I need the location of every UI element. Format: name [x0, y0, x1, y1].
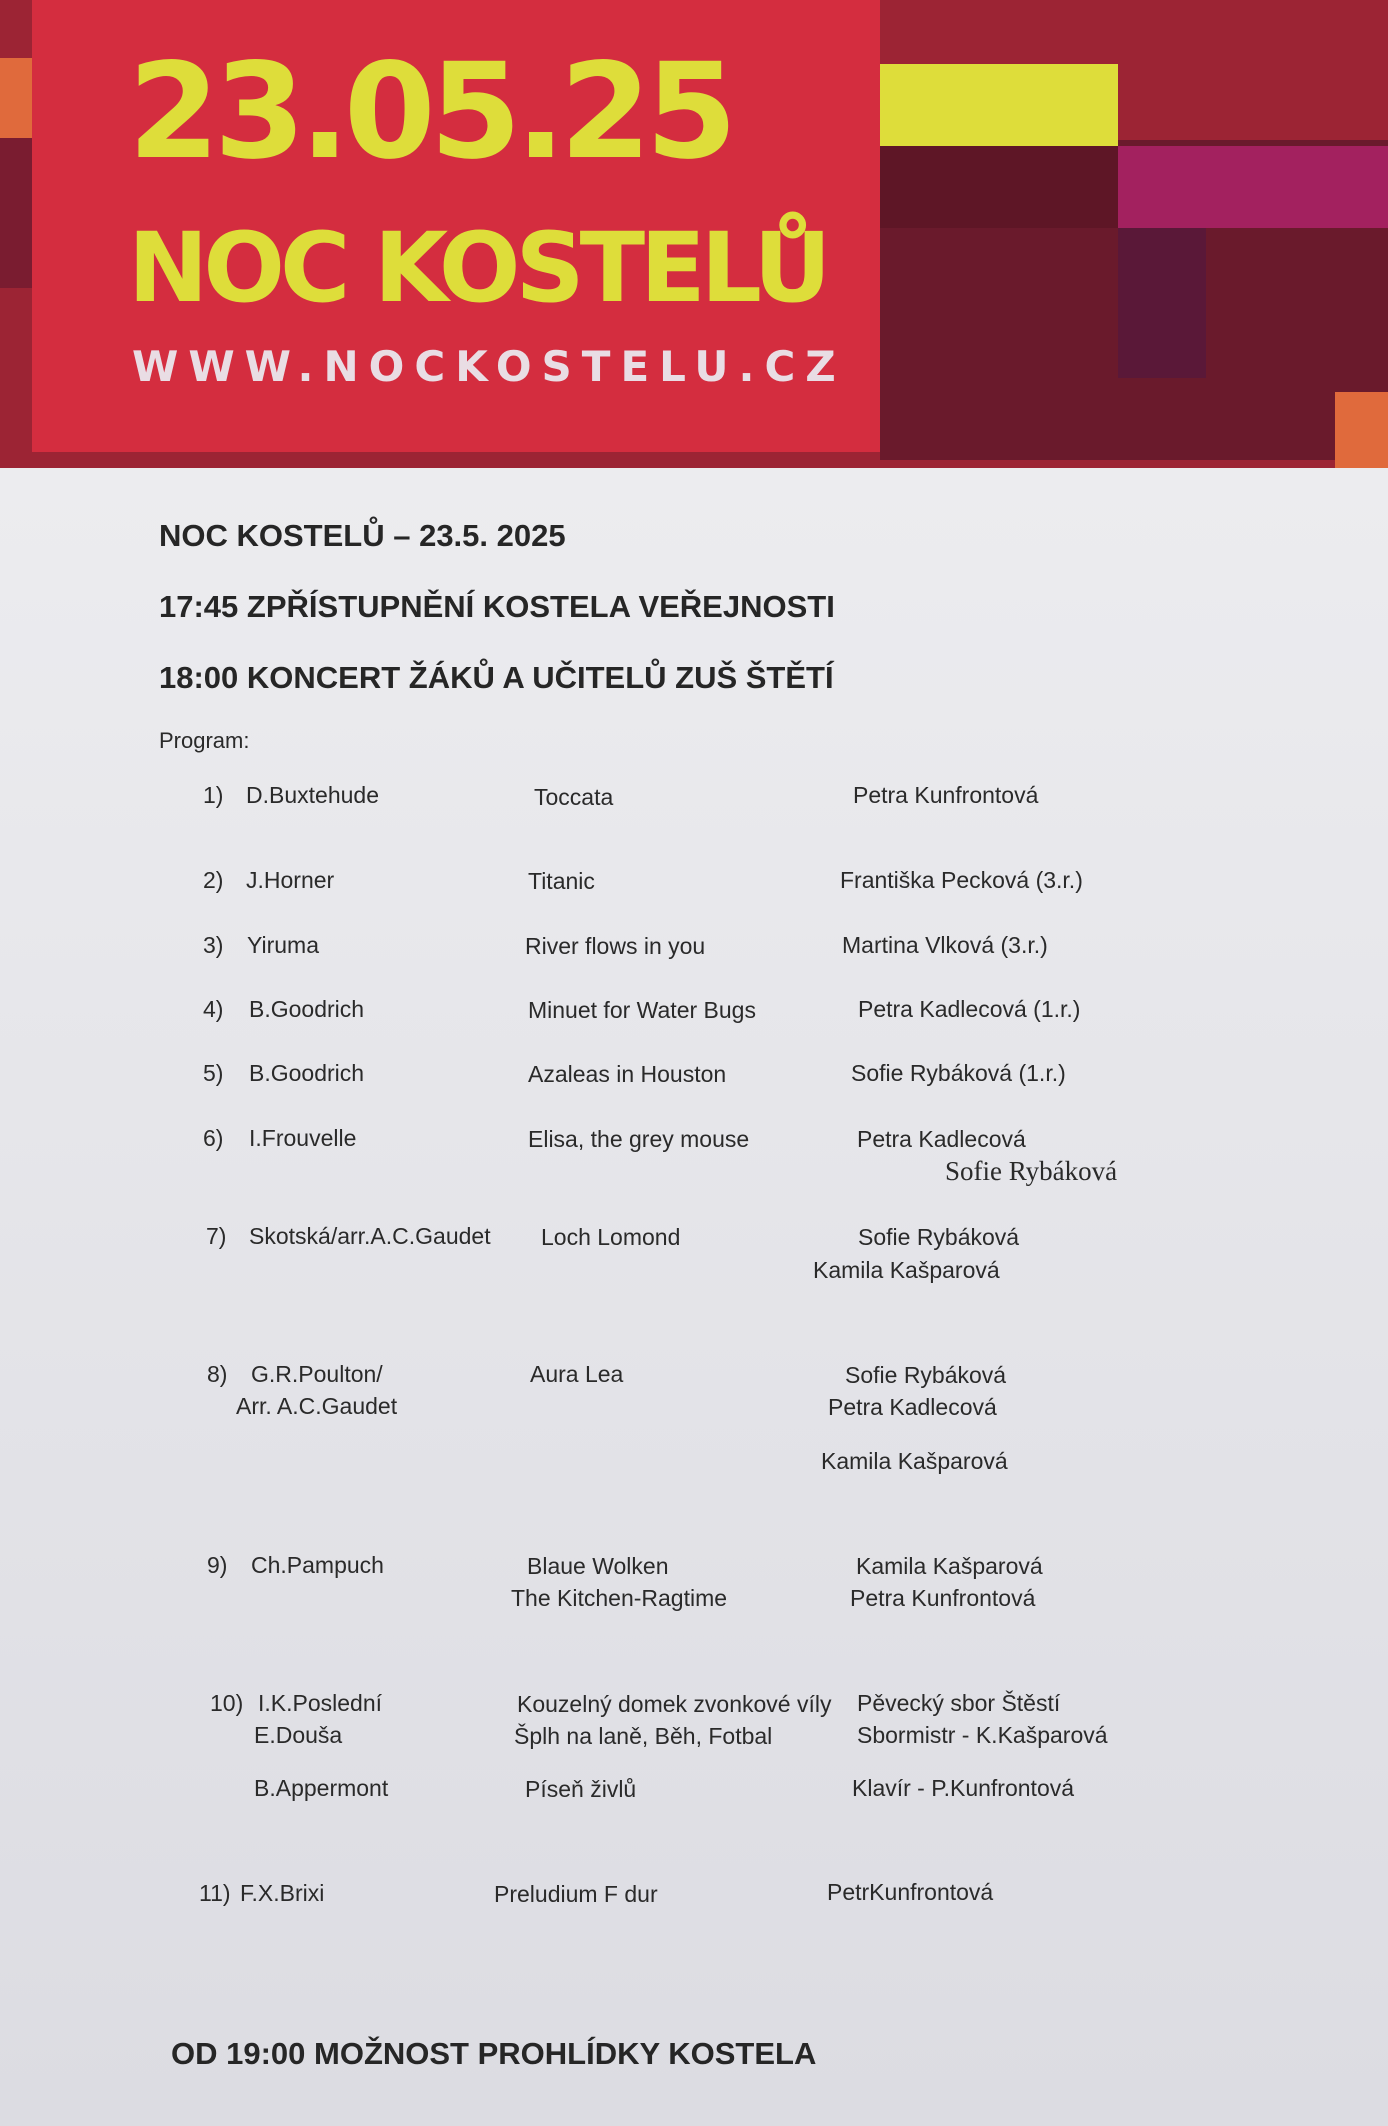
item-piece-2: The Kitchen-Ragtime: [511, 1585, 728, 1611]
item-number: 2): [203, 867, 224, 893]
item-composer: B.Goodrich: [249, 1060, 365, 1086]
item-number: 4): [203, 996, 224, 1022]
item-performer-3: Kamila Kašparová: [821, 1448, 1008, 1474]
item-composer: J.Horner: [246, 867, 335, 893]
banner-block-yellow: [880, 64, 1118, 146]
item-piece: Loch Lomond: [541, 1224, 681, 1250]
item-performer-2: Sofie Rybáková: [945, 1156, 1118, 1186]
item-performer-2: Petra Kunfrontová: [850, 1585, 1036, 1611]
banner-block-magenta: [1118, 146, 1388, 228]
event-url: WWW.NOCKOSTELU.CZ: [132, 342, 846, 391]
item-performer: Kamila Kašparová: [856, 1553, 1043, 1579]
item-number: 7): [206, 1223, 227, 1249]
item-composer: Skotská/arr.A.C.Gaudet: [249, 1223, 491, 1249]
item-number: 6): [203, 1125, 224, 1151]
program-label: Program:: [159, 728, 250, 753]
event-banner: [0, 0, 1388, 468]
item-number: 5): [203, 1060, 224, 1086]
item-performer: Sofie Rybáková: [858, 1224, 1020, 1250]
item-number: 3): [203, 932, 224, 958]
item-composer-2: Arr. A.C.Gaudet: [236, 1393, 398, 1419]
item-performer: Pěvecký sbor Štěstí: [857, 1690, 1061, 1716]
item-number: 11): [199, 1880, 231, 1906]
item-number: 1): [203, 782, 224, 808]
item-composer: D.Buxtehude: [246, 782, 379, 808]
item-composer: B.Goodrich: [249, 996, 365, 1022]
item-composer: G.R.Poulton/: [251, 1361, 383, 1387]
item-piece-3: Píseň živlů: [525, 1776, 637, 1802]
item-piece: Toccata: [534, 784, 614, 810]
item-performer: Sofie Rybáková: [845, 1362, 1007, 1388]
item-composer: Ch.Pampuch: [251, 1552, 384, 1578]
footer-tour-note: OD 19:00 MOŽNOST PROHLÍDKY KOSTELA: [171, 2036, 817, 2071]
item-piece: Azaleas in Houston: [528, 1061, 727, 1087]
item-performer: Petra Kadlecová (1.r.): [858, 996, 1081, 1022]
item-performer: PetrKunfrontová: [827, 1879, 994, 1905]
heading-opening: 17:45 ZPŘÍSTUPNĚNÍ KOSTELA VEŘEJNOSTI: [159, 589, 835, 624]
item-piece: River flows in you: [525, 933, 706, 959]
item-performer-2: Petra Kadlecová: [828, 1394, 997, 1420]
event-title: NOC KOSTELŮ: [128, 212, 827, 324]
item-composer: I.Frouvelle: [249, 1125, 357, 1151]
item-piece: Elisa, the grey mouse: [528, 1126, 750, 1152]
item-performer-3: Klavír - P.Kunfrontová: [852, 1775, 1075, 1801]
banner-block-orange-left: [0, 58, 32, 138]
item-number: 8): [207, 1361, 228, 1387]
heading-date: NOC KOSTELŮ – 23.5. 2025: [159, 518, 566, 553]
item-composer: F.X.Brixi: [240, 1880, 325, 1906]
item-composer: Yiruma: [247, 932, 319, 958]
item-performer: Sofie Rybáková (1.r.): [851, 1060, 1066, 1086]
item-performer: Františka Pecková (3.r.): [840, 867, 1083, 893]
heading-concert: 18:00 KONCERT ŽÁKŮ A UČITELŮ ZUŠ ŠTĚTÍ: [159, 660, 834, 695]
item-composer: I.K.Poslední: [258, 1690, 383, 1716]
item-composer-2: E.Douša: [254, 1722, 343, 1748]
program-sheet: [0, 468, 1388, 2126]
banner-block-dark-left: [0, 138, 32, 288]
item-performer-2: Kamila Kašparová: [813, 1257, 1000, 1283]
item-piece: Blaue Wolken: [527, 1553, 669, 1579]
banner-block-darkred: [880, 146, 1118, 228]
banner-block-purple: [1118, 228, 1206, 378]
event-date: 23.05.25: [128, 35, 732, 189]
item-piece: Aura Lea: [530, 1361, 624, 1387]
item-piece: Minuet for Water Bugs: [528, 997, 756, 1023]
item-performer: Petra Kunfrontová: [853, 782, 1039, 808]
banner-block-orange-right: [1335, 392, 1388, 468]
item-composer-3: B.Appermont: [254, 1775, 389, 1801]
item-performer: Petra Kadlecová: [857, 1126, 1026, 1152]
item-performer: Martina Vlková (3.r.): [842, 932, 1048, 958]
item-performer-2: Sbormistr - K.Kašparová: [857, 1722, 1108, 1748]
item-piece: Kouzelný domek zvonkové víly: [517, 1691, 832, 1717]
item-piece: Titanic: [528, 868, 595, 894]
item-number: 10): [210, 1690, 244, 1716]
item-piece: Preludium F dur: [494, 1881, 658, 1907]
item-number: 9): [207, 1552, 228, 1578]
item-piece-2: Šplh na laně, Běh, Fotbal: [514, 1723, 773, 1749]
